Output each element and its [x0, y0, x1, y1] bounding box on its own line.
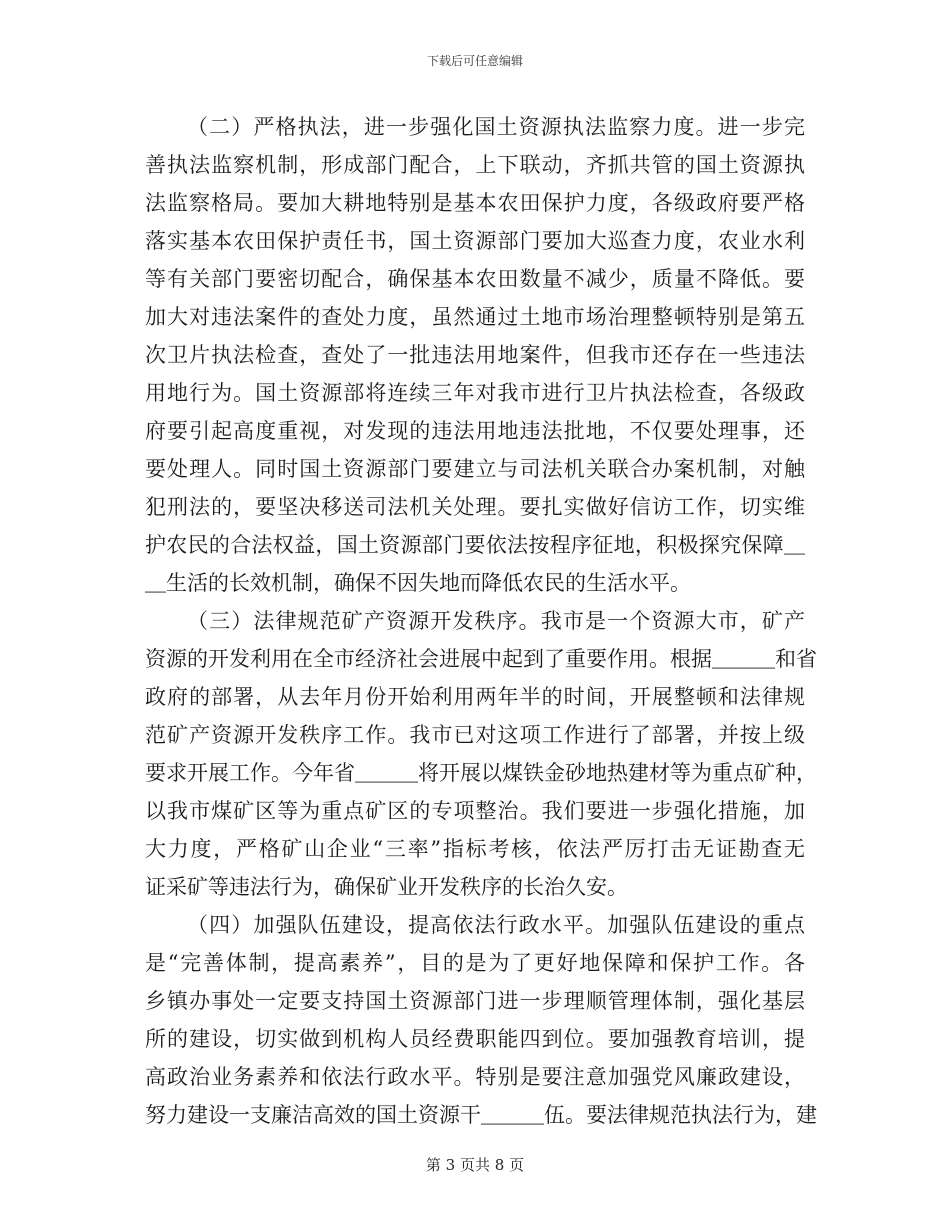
text-line: 府要引起高度重视，对发现的违法用地违法批地，不仅要处理事，还 — [145, 419, 805, 443]
text-line: 法监察格局。要加大耕地特别是基本农田保护力度，各级政府要严格 — [145, 191, 805, 215]
text-line: 要求开展工作。今年省＿＿＿将开展以煤铁金砂地热建材等为重点矿种， — [145, 761, 817, 785]
text-line: （二）严格执法，进一步强化国土资源执法监察力度。进一步完 — [187, 115, 805, 139]
text-line: 善执法监察机制，形成部门配合，上下联动，齐抓共管的国土资源执 — [145, 153, 805, 177]
text-line: 资源的开发利用在全市经济社会进展中起到了重要作用。根据＿＿＿和省 — [145, 647, 817, 671]
document-body — [145, 108, 817, 1134]
text-line: 犯刑法的，要坚决移送司法机关处理。要扎实做好信访工作，切实维 — [145, 495, 805, 519]
text-line: 落实基本农田保护责任书，国土资源部门要加大巡查力度，农业水利 — [145, 229, 805, 253]
text-line: 努力建设一支廉洁高效的国土资源干＿＿＿伍。要法律规范执法行为，建 — [145, 1103, 817, 1127]
text-line: 以我市煤矿区等为重点矿区的专项整治。我们要进一步强化措施，加 — [145, 799, 805, 823]
text-line: （四）加强队伍建设，提高依法行政水平。加强队伍建设的重点 — [187, 913, 805, 937]
text-line: 用地行为。国土资源部将连续三年对我市进行卫片执法检查，各级政 — [145, 381, 805, 405]
text-line: 是“完善体制，提高素养”，目的是为了更好地保障和保护工作。各 — [145, 951, 805, 975]
text-line: 要处理人。同时国土资源部门要建立与司法机关联合办案机制，对触 — [145, 457, 805, 481]
text-line: 加大对违法案件的查处力度，虽然通过土地市场治理整顿特别是第五 — [145, 305, 805, 329]
page-header: 下载后可任意编辑 — [426, 54, 523, 68]
text-line: 证采矿等违法行为，确保矿业开发秩序的长治久安。 — [145, 875, 628, 899]
paragraph-section-4 — [145, 906, 817, 1134]
text-line: 次卫片执法检查，查处了一批违法用地案件，但我市还存在一些违法 — [145, 343, 805, 367]
text-line: 乡镇办事处一定要支持国土资源部门进一步理顺管理体制，强化基层 — [145, 989, 805, 1013]
paragraph-section-3 — [145, 602, 817, 906]
text-line: （三）法律规范矿产资源开发秩序。我市是一个资源大市，矿产 — [187, 609, 805, 633]
text-line: 等有关部门要密切配合，确保基本农田数量不减少，质量不降低。要 — [145, 267, 805, 291]
text-line: 大力度，严格矿山企业“三率”指标考核，依法严厉打击无证勘查无 — [145, 837, 805, 861]
text-line: 政府的部署，从去年月份开始利用两年半的时间，开展整顿和法律规 — [145, 685, 805, 709]
text-line: 所的建设，切实做到机构人员经费职能四到位。要加强教育培训，提 — [145, 1027, 805, 1051]
text-line: ＿生活的长效机制，确保不因失地而降低农民的生活水平。 — [145, 571, 691, 595]
page-footer: 第 3 页共 8 页 — [425, 1156, 525, 1174]
text-line: 高政治业务素养和依法行政水平。特别是要注意加强党风廉政建设， — [145, 1065, 805, 1089]
text-line: 护农民的合法权益，国土资源部门要依法按程序征地，积极探究保障＿ — [145, 533, 805, 557]
paragraph-section-2 — [145, 108, 805, 602]
text-line: 范矿产资源开发秩序工作。我市已对这项工作进行了部署，并按上级 — [145, 723, 805, 747]
